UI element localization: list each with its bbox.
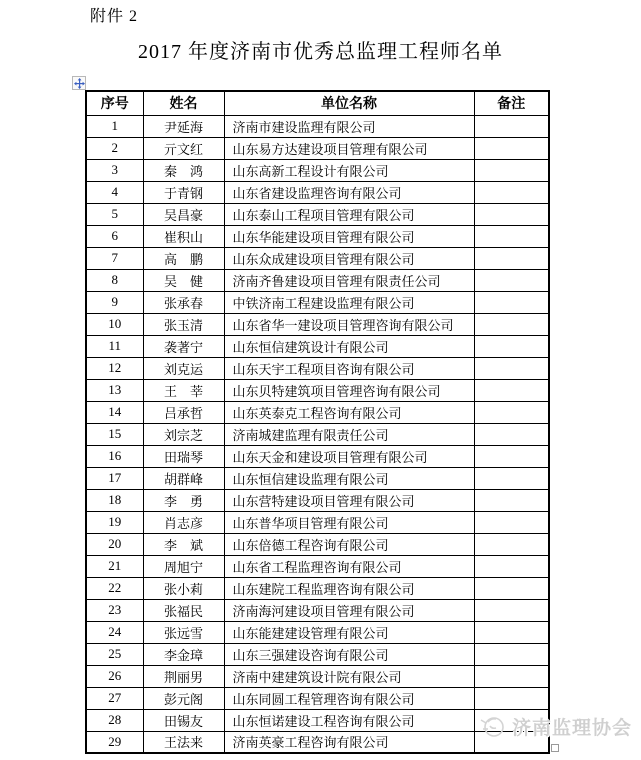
header-remark: 备注 <box>474 91 549 115</box>
table-row <box>86 731 549 753</box>
table-row <box>86 115 549 137</box>
cell-no: 12 <box>86 357 143 379</box>
cell-name: 于青钢 <box>143 181 224 203</box>
table-row <box>86 401 549 423</box>
cell-company: 山东恒信建筑设计有限公司 <box>224 335 474 357</box>
cell-name: 尹延海 <box>143 115 224 137</box>
cell-remark <box>474 379 549 401</box>
engineers-table <box>85 90 550 754</box>
cell-company: 山东华能建设项目管理有限公司 <box>224 225 474 247</box>
cell-company: 山东倍德工程咨询有限公司 <box>224 533 474 555</box>
cell-no: 23 <box>86 599 143 621</box>
cell-remark <box>474 335 549 357</box>
cell-company: 山东省工程监理咨询有限公司 <box>224 555 474 577</box>
cell-company: 济南齐鲁建设项目管理有限责任公司 <box>224 269 474 291</box>
cell-name: 肖志彦 <box>143 511 224 533</box>
cell-no: 13 <box>86 379 143 401</box>
cell-remark <box>474 687 549 709</box>
attachment-label: 附件 2 <box>90 8 139 25</box>
table-resize-handle[interactable] <box>551 744 559 752</box>
cell-remark <box>474 269 549 291</box>
cell-no: 26 <box>86 665 143 687</box>
cell-remark <box>474 203 549 225</box>
table-row <box>86 203 549 225</box>
table-row <box>86 687 549 709</box>
cell-name: 张承春 <box>143 291 224 313</box>
cell-remark <box>474 643 549 665</box>
cell-remark <box>474 467 549 489</box>
cell-name: 秦 鸿 <box>143 159 224 181</box>
cell-company: 山东泰山工程项目管理有限公司 <box>224 203 474 225</box>
cell-company: 山东易方达建设项目管理有限公司 <box>224 137 474 159</box>
cell-remark <box>474 137 549 159</box>
cell-no: 24 <box>86 621 143 643</box>
table-row <box>86 313 549 335</box>
cell-name: 张福民 <box>143 599 224 621</box>
cell-name: 袭著宁 <box>143 335 224 357</box>
cell-name: 李 勇 <box>143 489 224 511</box>
cell-name: 亓文红 <box>143 137 224 159</box>
cell-no: 9 <box>86 291 143 313</box>
cell-remark <box>474 577 549 599</box>
table-row <box>86 379 549 401</box>
cell-no: 22 <box>86 577 143 599</box>
cell-name: 高 鹏 <box>143 247 224 269</box>
cell-no: 28 <box>86 709 143 731</box>
cell-company: 济南中建建筑设计院有限公司 <box>224 665 474 687</box>
cell-remark <box>474 511 549 533</box>
cell-no: 5 <box>86 203 143 225</box>
cell-no: 25 <box>86 643 143 665</box>
table-row <box>86 467 549 489</box>
cell-company: 济南海河建设项目管理有限公司 <box>224 599 474 621</box>
cell-no: 3 <box>86 159 143 181</box>
table-body <box>86 115 549 753</box>
cell-company: 山东恒信建设监理有限公司 <box>224 467 474 489</box>
watermark-text: 济南监理协会 <box>512 717 633 739</box>
cell-remark <box>474 533 549 555</box>
cell-name: 吴昌豪 <box>143 203 224 225</box>
cell-company: 山东营特建设项目管理有限公司 <box>224 489 474 511</box>
cell-no: 18 <box>86 489 143 511</box>
cell-name: 吴 健 <box>143 269 224 291</box>
cell-no: 8 <box>86 269 143 291</box>
cell-no: 4 <box>86 181 143 203</box>
cell-name: 王 莘 <box>143 379 224 401</box>
cell-name: 刘宗芝 <box>143 423 224 445</box>
cell-name: 李 斌 <box>143 533 224 555</box>
cell-name: 田瑞琴 <box>143 445 224 467</box>
cell-name: 李金璋 <box>143 643 224 665</box>
cell-company: 山东省建设监理咨询有限公司 <box>224 181 474 203</box>
cell-no: 16 <box>86 445 143 467</box>
cell-remark <box>474 489 549 511</box>
cell-company: 山东众成建设项目管理有限公司 <box>224 247 474 269</box>
cell-company: 山东天宇工程项目咨询有限公司 <box>224 357 474 379</box>
cell-name: 张远雪 <box>143 621 224 643</box>
cell-no: 19 <box>86 511 143 533</box>
table-row <box>86 423 549 445</box>
cell-no: 11 <box>86 335 143 357</box>
cell-name: 荆丽男 <box>143 665 224 687</box>
cell-no: 6 <box>86 225 143 247</box>
cell-company: 山东同圆工程管理咨询有限公司 <box>224 687 474 709</box>
cell-remark <box>474 313 549 335</box>
table-row <box>86 665 549 687</box>
cell-no: 10 <box>86 313 143 335</box>
table-row <box>86 511 549 533</box>
table-row <box>86 357 549 379</box>
table-header-row <box>86 91 549 115</box>
cell-remark <box>474 555 549 577</box>
cell-no: 27 <box>86 687 143 709</box>
cell-name: 张小莉 <box>143 577 224 599</box>
cell-company: 济南城建监理有限责任公司 <box>224 423 474 445</box>
cell-company: 山东恒诺建设工程咨询有限公司 <box>224 709 474 731</box>
cell-company: 山东英泰克工程咨询有限公司 <box>224 401 474 423</box>
table-row <box>86 621 549 643</box>
cell-remark <box>474 181 549 203</box>
table-row <box>86 247 549 269</box>
cell-remark <box>474 599 549 621</box>
cell-company: 中铁济南工程建设监理有限公司 <box>224 291 474 313</box>
cell-no: 29 <box>86 731 143 753</box>
cell-no: 1 <box>86 115 143 137</box>
cell-remark <box>474 291 549 313</box>
cell-name: 吕承哲 <box>143 401 224 423</box>
cell-remark <box>474 423 549 445</box>
header-company: 单位名称 <box>224 91 474 115</box>
table-row <box>86 599 549 621</box>
table-row <box>86 181 549 203</box>
cell-remark <box>474 731 549 753</box>
cell-company: 济南英豪工程咨询有限公司 <box>224 731 474 753</box>
cell-company: 济南市建设监理有限公司 <box>224 115 474 137</box>
table-row <box>86 225 549 247</box>
cell-no: 7 <box>86 247 143 269</box>
cell-remark <box>474 247 549 269</box>
cell-name: 田锡友 <box>143 709 224 731</box>
cell-no: 2 <box>86 137 143 159</box>
cell-company: 山东普华项目管理有限公司 <box>224 511 474 533</box>
table-row <box>86 291 549 313</box>
cell-no: 17 <box>86 467 143 489</box>
table-row <box>86 489 549 511</box>
cell-remark <box>474 621 549 643</box>
cell-remark <box>474 115 549 137</box>
table-row <box>86 533 549 555</box>
cell-no: 15 <box>86 423 143 445</box>
table-move-handle[interactable] <box>72 76 86 90</box>
table-row <box>86 555 549 577</box>
cell-no: 21 <box>86 555 143 577</box>
header-name: 姓名 <box>143 91 224 115</box>
cell-remark <box>474 357 549 379</box>
cell-name: 彭元阁 <box>143 687 224 709</box>
cell-name: 崔积山 <box>143 225 224 247</box>
move-cross-icon <box>74 78 85 89</box>
cell-no: 14 <box>86 401 143 423</box>
table-row <box>86 159 549 181</box>
table-row <box>86 577 549 599</box>
cell-name: 周旭宁 <box>143 555 224 577</box>
cell-company: 山东高新工程设计有限公司 <box>224 159 474 181</box>
cell-company: 山东贝特建筑项目管理咨询有限公司 <box>224 379 474 401</box>
cell-remark <box>474 401 549 423</box>
cell-remark <box>474 665 549 687</box>
cell-name: 刘克运 <box>143 357 224 379</box>
table-row <box>86 269 549 291</box>
table-row <box>86 335 549 357</box>
table-row <box>86 445 549 467</box>
cell-company: 山东省华一建设项目管理咨询有限公司 <box>224 313 474 335</box>
cell-remark <box>474 225 549 247</box>
table-row <box>86 709 549 731</box>
cell-company: 山东天金和建设项目管理有限公司 <box>224 445 474 467</box>
table-row <box>86 137 549 159</box>
cell-remark <box>474 709 549 731</box>
cell-company: 山东建院工程监理咨询有限公司 <box>224 577 474 599</box>
cell-name: 胡群峰 <box>143 467 224 489</box>
cell-name: 张玉清 <box>143 313 224 335</box>
header-no: 序号 <box>86 91 143 115</box>
cell-company: 山东三强建设咨询有限公司 <box>224 643 474 665</box>
cell-remark <box>474 445 549 467</box>
page-title: 2017 年度济南市优秀总监理工程师名单 <box>138 41 503 63</box>
cell-remark <box>474 159 549 181</box>
cell-company: 山东能建建设管理有限公司 <box>224 621 474 643</box>
cell-name: 王法来 <box>143 731 224 753</box>
cell-no: 20 <box>86 533 143 555</box>
table-row <box>86 643 549 665</box>
